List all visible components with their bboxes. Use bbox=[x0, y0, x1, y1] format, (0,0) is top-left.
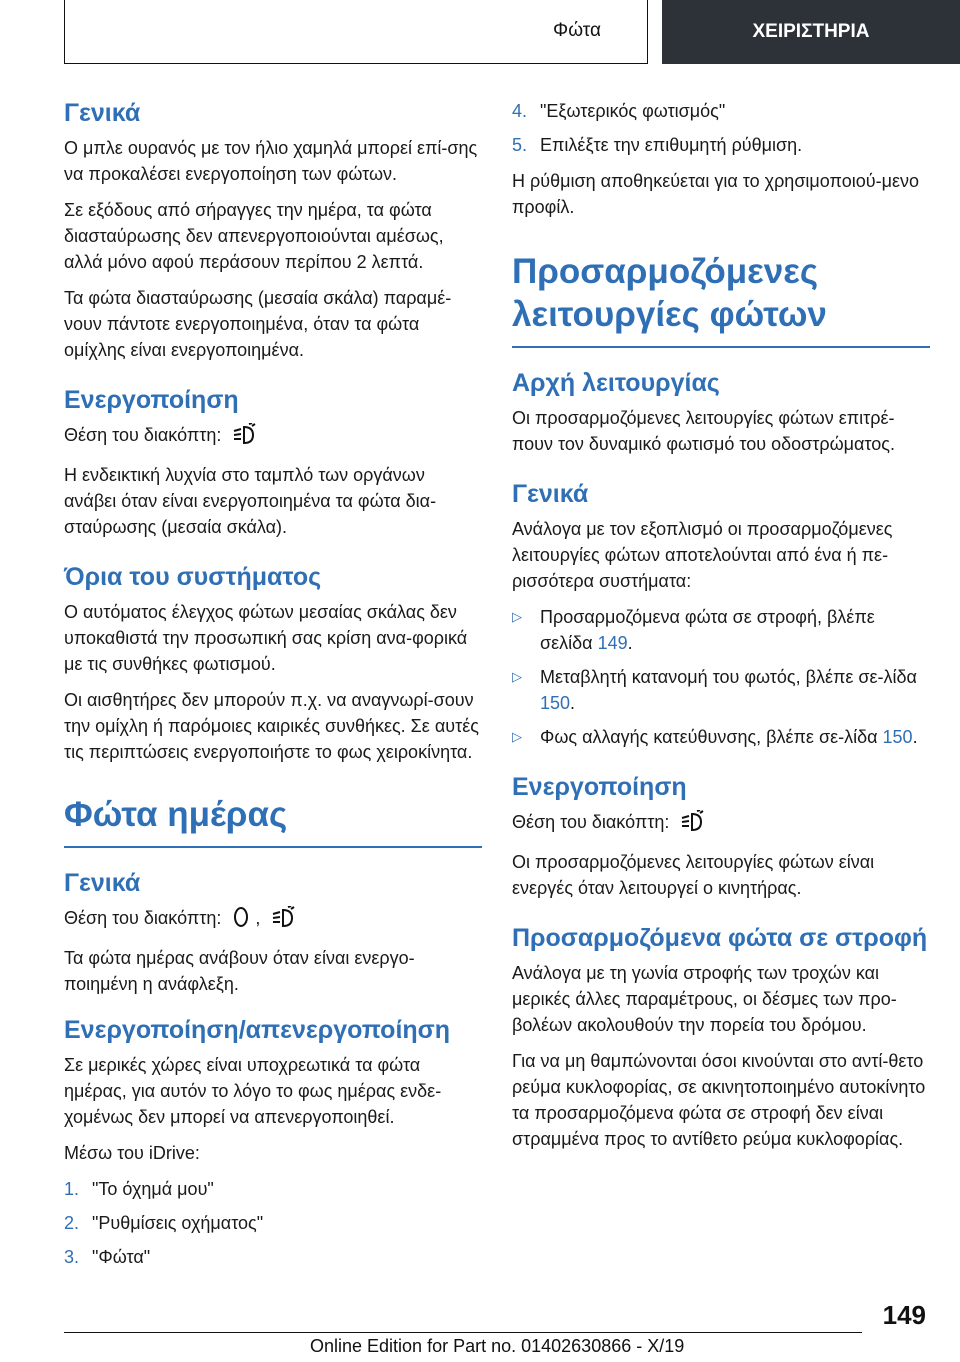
paragraph: Μέσω του iDrive: bbox=[64, 1143, 200, 1163]
auto-headlight-icon bbox=[232, 423, 258, 452]
header-section-title: Φώτα bbox=[553, 20, 601, 41]
list-item: 2. "Ρυθμίσεις οχήματος" bbox=[64, 1213, 264, 1233]
switch-position-line bbox=[512, 809, 930, 839]
list-item: ▷ Προσαρμοζόμενα φώτα σε στροφή, βλέπε σελίδα 149. bbox=[512, 604, 930, 656]
list-item: 3. "Φώτα" bbox=[64, 1247, 151, 1267]
section-general bbox=[64, 98, 482, 363]
footer-divider bbox=[64, 1332, 862, 1333]
paragraph: Σε εξόδους από σήραγγες την ημέρα, τα φώτα διασταύρωσης δεν απενεργοποιούνται αμέσως, αλλά μόνο αφού περάσουν περίπου 2 λεπτά. bbox=[64, 200, 444, 272]
section-general bbox=[512, 479, 930, 750]
paragraph: Σε μερικές χώρες είναι υποχρεωτικά τα φώτα ημέρας, για αυτόν το λόγο το φως ημέρας ενδε-χομένως δεν μπορεί να απενεργοποιηθεί. bbox=[64, 1055, 442, 1127]
section-activation bbox=[512, 772, 930, 901]
heading-principle: Αρχή λειτουργίας bbox=[512, 369, 720, 397]
paragraph: Οι προσαρμοζόμενες λειτουργίες φώτων επιτρέ-πουν τον δυναμικό φωτισμό του οδοστρώματος. bbox=[512, 408, 895, 454]
switch-label: Θέση του διακόπτη: bbox=[64, 425, 222, 445]
paragraph: Οι αισθητήρες δεν μπορούν π.χ. να αναγνωρί-σουν την ομίχλη ή παρόμοιες καιρικές συνθήκες. Σε αυτές τις περιπτώσεις ενεργοποιήστε το φως χειροκίνητα. bbox=[64, 690, 479, 762]
section-principle bbox=[512, 368, 930, 457]
off-position-icon bbox=[232, 906, 250, 935]
auto-headlight-icon bbox=[680, 810, 706, 839]
page-link[interactable]: 149 bbox=[597, 633, 628, 653]
heading-activation: Ενεργοποίηση bbox=[64, 386, 239, 414]
left-column bbox=[64, 98, 482, 1280]
paragraph: Ο αυτόματος έλεγχος φώτων μεσαίας σκάλας δεν υποκαθιστά την προσωπική σας κρίση ανα-φορικά με τις συνθήκες φωτισμού. bbox=[64, 602, 468, 674]
list-item: ▷ Μεταβλητή κατανομή του φωτός, βλέπε σε-λίδα 150. bbox=[512, 664, 930, 716]
idrive-steps-continued bbox=[512, 98, 930, 158]
heading-system-limits: Όρια του συστήματος bbox=[64, 563, 322, 591]
page-number: 149 bbox=[882, 1300, 926, 1330]
paragraph: Ανάλογα με τον εξοπλισμό οι προσαρμοζόμενες λειτουργίες φώτων αποτελούνται από ένα ή πε-ρισσότερα συστήματα: bbox=[512, 519, 893, 591]
switch-label: Θέση του διακόπτη: bbox=[64, 908, 222, 928]
footer-edition: Online Edition for Part no. 01402630866 - X/19 bbox=[310, 1336, 685, 1356]
heading-adaptive-lights: Προσαρμοζόμενες λειτουργίες φώτων bbox=[512, 250, 930, 348]
header-box bbox=[64, 0, 648, 64]
heading-daylights: Φώτα ημέρας bbox=[64, 793, 482, 848]
paragraph: Τα φώτα διασταύρωσης (μεσαία σκάλα) παραμέ-νουν πάντοτε ενεργοποιημένα, όταν τα φώτα ομίχλης είναι ενεργοποιημένα. bbox=[64, 288, 452, 360]
switch-position-line bbox=[64, 422, 482, 452]
heading-general: Γενικά bbox=[512, 480, 589, 508]
paragraph: Η ρύθμιση αποθηκεύεται για το χρησιμοποιού-μενο προφίλ. bbox=[512, 171, 919, 217]
triangle-bullet-icon: ▷ bbox=[512, 609, 522, 624]
paragraph: Τα φώτα ημέρας ανάβουν όταν είναι ενεργο-ποιημένη η ανάφλεξη. bbox=[64, 948, 415, 994]
section-system-limits bbox=[64, 562, 482, 765]
triangle-bullet-icon: ▷ bbox=[512, 729, 522, 744]
section-cornering-lights bbox=[512, 923, 930, 1152]
list-item: 4. "Εξωτερικός φωτισμός" bbox=[512, 101, 726, 121]
right-column bbox=[512, 98, 930, 1162]
section-daylights bbox=[64, 793, 482, 1270]
auto-headlight-icon bbox=[271, 906, 297, 935]
paragraph: Ο μπλε ουρανός με τον ήλιο χαμηλά μπορεί επί-σης να προκαλέσει ενεργοποίηση των φώτων. bbox=[64, 138, 478, 184]
paragraph: Οι προσαρμοζόμενες λειτουργίες φώτων είναι ενεργές όταν λειτουργεί ο κινητήρας. bbox=[512, 852, 875, 898]
heading-general: Γενικά bbox=[64, 869, 141, 897]
list-item: 5. Επιλέξτε την επιθυμητή ρύθμιση. bbox=[512, 135, 803, 155]
header-chapter-tab: ΧΕΙΡΙΣΤΗΡΙΑ bbox=[662, 0, 960, 64]
heading-activation: Ενεργοποίηση bbox=[512, 773, 687, 801]
paragraph: Ανάλογα με τη γωνία στροφής των τροχών και μερικές άλλες παραμέτρους, οι δέσμες των προ-βολέων ακολουθούν την πορεία του δρόμου. bbox=[512, 963, 897, 1035]
heading-general: Γενικά bbox=[64, 99, 141, 127]
heading-cornering-lights: Προσαρμοζόμενα φώτα σε στροφή bbox=[512, 924, 928, 952]
heading-on-off: Ενεργοποίηση/απενεργοποίηση bbox=[64, 1016, 451, 1044]
switch-label: Θέση του διακόπτη: bbox=[512, 812, 670, 832]
idrive-steps bbox=[64, 1176, 482, 1270]
list-item: ▷ Φως αλλαγής κατεύθυνσης, βλέπε σε-λίδα 150. bbox=[512, 724, 930, 750]
paragraph: Η ενδεικτική λυχνία στο ταμπλό των οργάνων ανάβει όταν είναι ενεργοποιημένα τα φώτα δια-σταύρωσης (μεσαία σκάλα). bbox=[64, 465, 437, 537]
triangle-bullet-icon: ▷ bbox=[512, 669, 522, 684]
switch-position-line bbox=[64, 905, 482, 935]
page-link[interactable]: 150 bbox=[540, 693, 571, 713]
section-activation bbox=[64, 385, 482, 540]
systems-list bbox=[512, 604, 930, 750]
separator: , bbox=[255, 908, 261, 928]
page-link[interactable]: 150 bbox=[882, 727, 913, 747]
paragraph: Για να μη θαμπώνονται όσοι κινούνται στο αντί-θετο ρεύμα κυκλοφορίας, σε ακινητοποιημένο αυτοκίνητο τα προσαρμοζόμενα φώτα σε στροφή δεν είναι στραμμένα προς το αντίθετο ρεύμα κυκλοφορίας. bbox=[512, 1051, 926, 1149]
list-item: 1. "Το όχημά μου" bbox=[64, 1179, 214, 1199]
